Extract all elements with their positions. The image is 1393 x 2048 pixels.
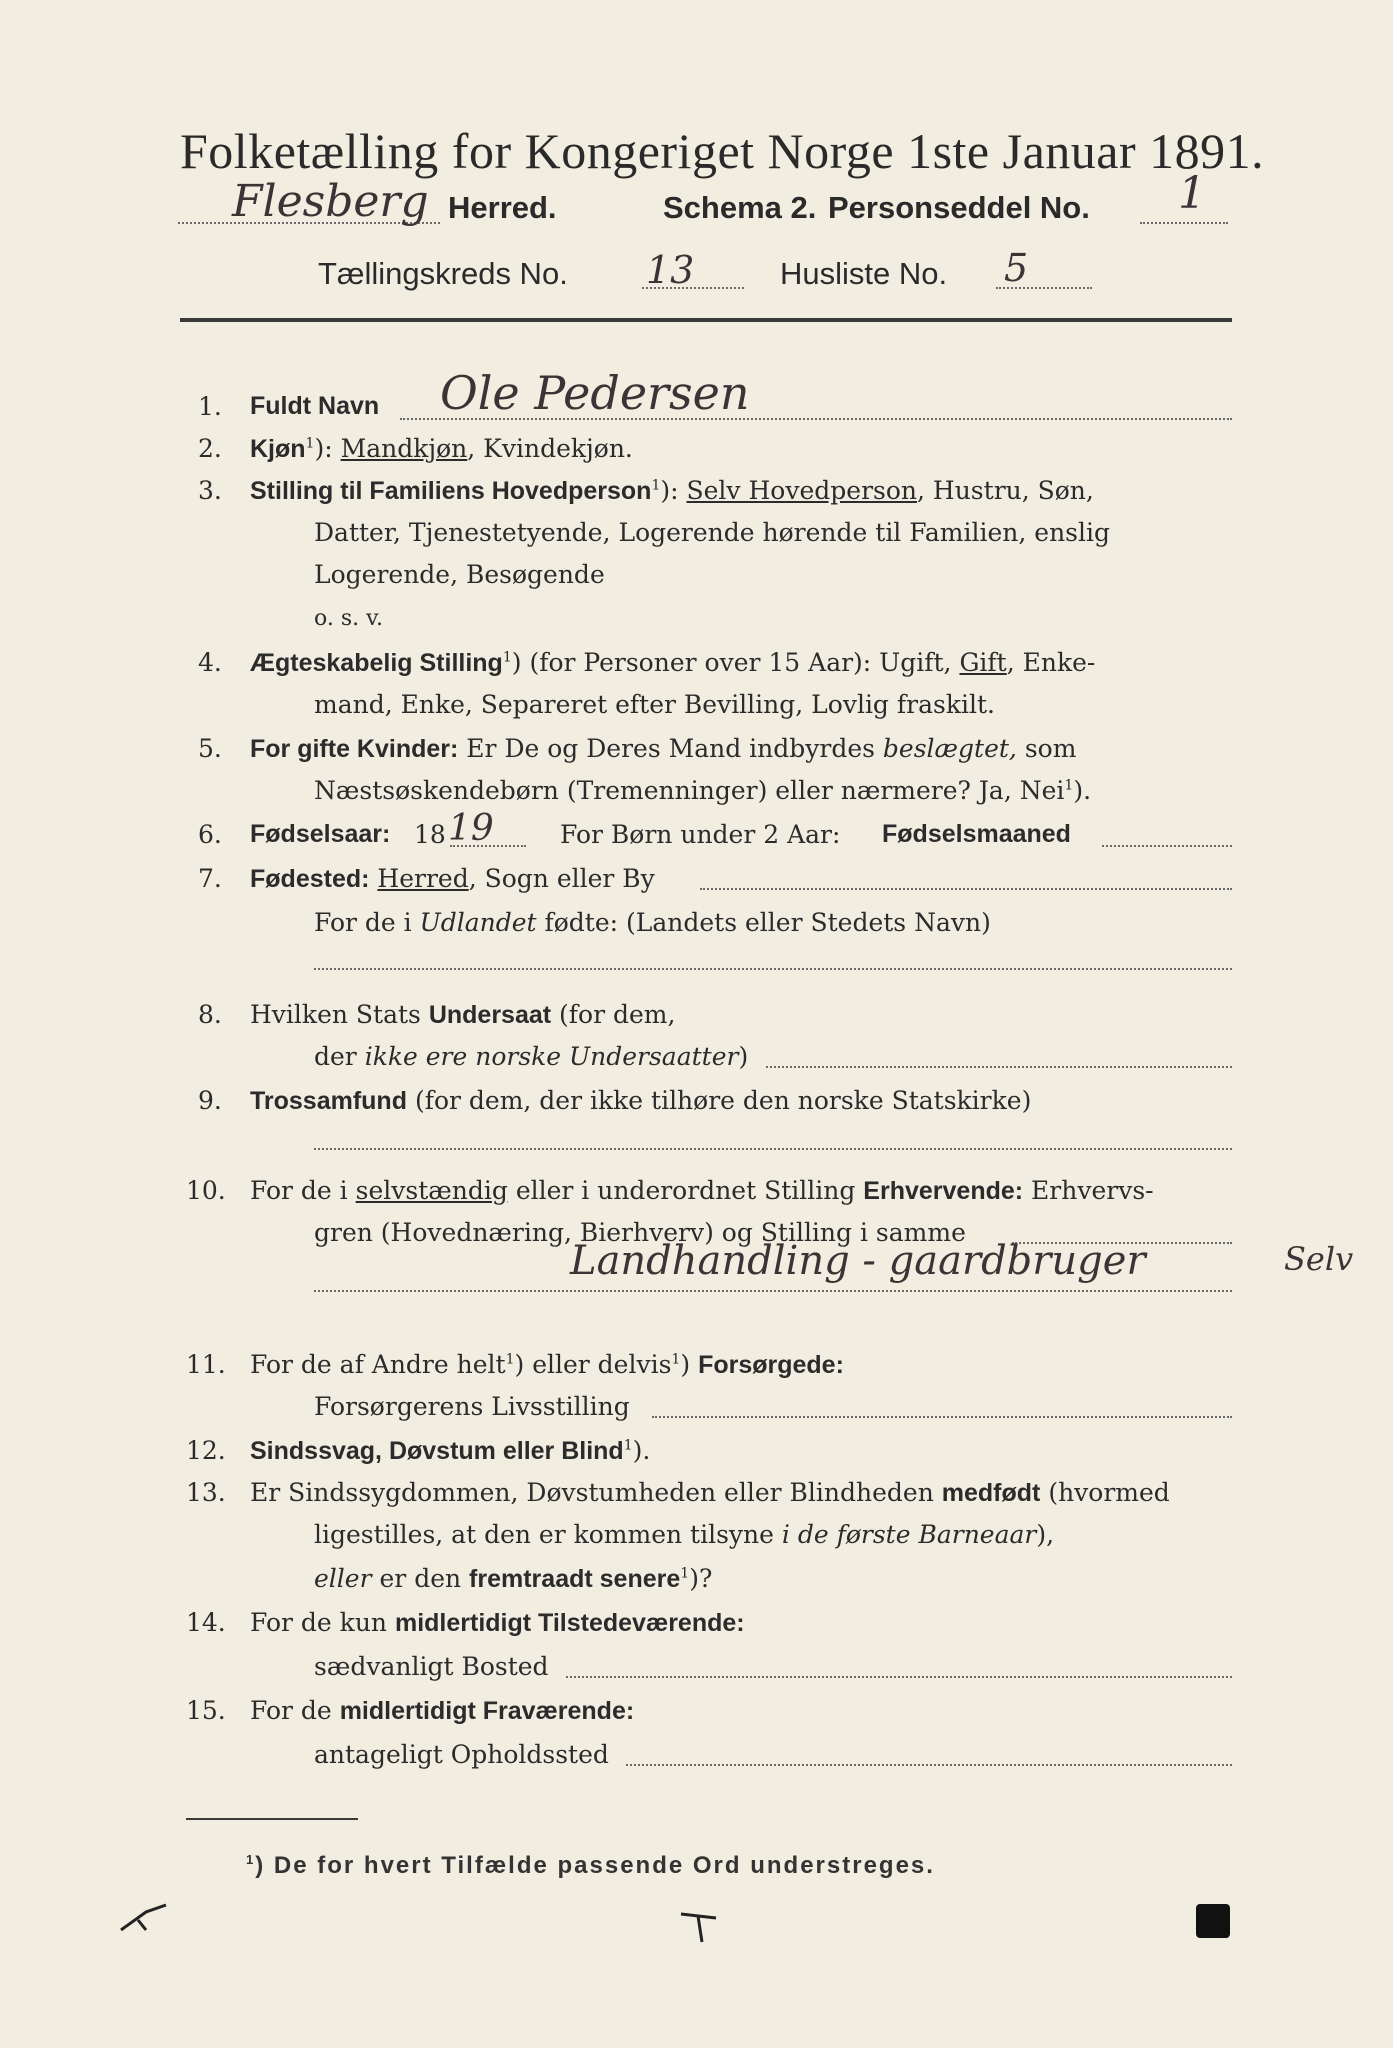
q13-line2-italic: i de første Barneaar [781,1520,1037,1549]
q11-line1 [250,1350,844,1380]
q10-value: Landhandling - gaardbruger [570,1238,1146,1284]
q2-p1: ): [314,434,333,463]
herred-label: Herred. [448,190,557,225]
q15-line2: antageligt Opholdssted [314,1740,609,1769]
q14-number: 14. [186,1608,226,1637]
ink-mark-center [676,1906,726,1946]
q2-text [250,434,633,464]
q9-number: 9. [198,1086,222,1115]
header-rule [180,318,1232,322]
q14-p1: For de kun [250,1608,388,1637]
q7-line2 [314,908,991,937]
ink-blot-right [1196,1904,1230,1938]
q15-dotted-line [626,1764,1232,1766]
q7-answer-dotted-line [314,968,1232,970]
q14-label: midlertidigt Tilstedeværende: [394,1609,745,1637]
q3-line1 [250,476,1094,506]
q8-line1-text: Hvilken Stats [250,1000,421,1029]
q12-sup: 1 [623,1437,633,1454]
q15-line1 [250,1696,634,1726]
q10-p3: Erhvervs- [1031,1176,1154,1205]
q3-p1: ): [660,476,679,505]
q7-label: Fødested: [250,865,370,893]
q13-number: 13. [186,1478,226,1507]
q5-line2 [314,776,1091,805]
q3-label: Stilling til Familiens Hovedperson [250,477,652,505]
q14-dotted-line [566,1676,1232,1678]
q7-dotted-line [700,888,1232,890]
q13-line3b: fremtraadt senere [469,1565,681,1593]
q3-line3: Logerende, Besøgende [314,560,605,589]
q11-p2: ) eller delvis [514,1350,672,1379]
q6-label2: Fødselsmaaned [882,820,1071,848]
q11-p1: For de af Andre helt [250,1350,506,1379]
q10-value2: Selv [1284,1240,1354,1278]
personseddel-value: 1 [1178,168,1206,219]
q6-number: 6. [198,820,222,849]
q15-number: 15. [186,1696,226,1725]
q8-line2-italic: ikke ere norske Undersaatter [364,1042,739,1071]
footnote-rule [186,1818,358,1820]
q5-end: ). [1073,776,1092,805]
q13-line2b: ), [1036,1520,1055,1549]
kreds-label: Tællingskreds No. [318,256,568,291]
q8-dotted-line [766,1066,1232,1068]
q10-line2: gren (Hovednæring, Bierhverv) og Stilling i samme [314,1218,966,1247]
q6-month-dotted-line [1102,845,1232,847]
q10-line1 [250,1176,1154,1206]
husliste-label: Husliste No. [780,256,948,291]
footnote-text: ) De for hvert Tilfælde passende Ord understreges. [255,1852,935,1879]
q5-sup: 1 [1064,777,1074,794]
q13-line2a: ligestilles, at den er kommen tilsyne [314,1520,774,1549]
q4-number: 4. [198,648,222,677]
q14-line1 [250,1608,745,1638]
q5-p1: Er De og Deres Mand indbyrdes [466,734,875,763]
q3-number: 3. [198,476,222,505]
q12-number: 12. [186,1436,226,1465]
q11-label: Forsørgede: [698,1351,844,1379]
q7-line2-italic: Udlandet [419,908,537,937]
ink-mark-left [116,1900,176,1940]
footnote-sup: 1 [246,1852,256,1867]
q7-line2a: For de i [314,908,412,937]
q5-label: For gifte Kvinder: [250,735,459,763]
q4-line2: mand, Enke, Separeret efter Bevilling, Lovlig fraskilt. [314,690,995,719]
q8-line2 [314,1042,748,1071]
q11-sup2: 1 [671,1351,681,1368]
husliste-dotted-line [996,287,1092,289]
q9-line1 [250,1086,1031,1116]
q7-line1 [250,864,655,894]
q3-line2: Datter, Tjenestetyende, Logerende hørende til Familien, enslig [314,518,1111,547]
q10-p1: For de i [250,1176,348,1205]
q2-sup: 1 [305,435,315,452]
q4-line1 [250,648,1095,678]
q1-label: Fuldt Navn [250,392,380,420]
q4-sup: 1 [502,649,512,666]
q2-p2: , Kvindekjøn. [467,434,633,463]
q13-p2: (hvormed [1048,1478,1170,1507]
q6-label: Fødselsaar: [250,820,391,848]
q6-prefix: 18 [414,820,446,849]
form-title: Folketælling for Kongeriget Norge 1ste Januar 1891. [180,123,1265,179]
q14-line2: sædvanligt Bosted [314,1652,549,1681]
q10-label: Erhvervende: [863,1177,1024,1205]
q10-answer-dotted-line [314,1290,1232,1292]
q8-line2b: ) [738,1042,749,1071]
footnote [246,1852,935,1880]
q13-label: medfødt [941,1479,1041,1507]
kreds-value: 13 [646,248,695,292]
q4-p1: ) (for Personer over 15 Aar): Ugift, [511,648,952,677]
q2-option-selected: Mandkjøn [340,434,468,463]
q5-p2: som [1024,734,1077,763]
q7-line2b: fødte: (Landets eller Stedets Navn) [544,908,991,937]
q12-label: Sindssvag, Døvstum eller Blind [250,1437,624,1465]
q10-number: 10. [186,1176,226,1205]
q13-line3a: er den [379,1564,462,1593]
q3-sup: 1 [651,477,661,494]
q4-option-selected: Gift [959,648,1007,677]
q8-line1 [250,1000,675,1030]
q1-number: 1. [198,392,222,421]
q11-dotted-line [652,1416,1232,1418]
q13-end: )? [689,1564,713,1593]
q13-sup: 1 [680,1565,690,1582]
q10-option-selected: selvstændig [355,1176,508,1205]
q13-p1: Er Sindssygdommen, Døvstumheden eller Blindheden [250,1478,934,1507]
q5-line2-text: Næstsøskendebørn (Tremenninger) eller nærmere? Ja, Nei [314,776,1065,805]
q13-line1 [250,1478,1170,1508]
q2-number: 2. [198,434,222,463]
q5-line1 [250,734,1076,764]
q1-value: Ole Pedersen [440,366,750,420]
q12-line1 [250,1436,650,1466]
q8-number: 8. [198,1000,222,1029]
q11-p3: ) [680,1350,691,1379]
kreds-dotted-line [642,287,744,289]
q9-p1: (for dem, der ikke tilhøre den norske Statskirke) [414,1086,1032,1115]
q4-label: Ægteskabelig Stilling [250,649,503,677]
q7-option-selected: Herred [377,864,469,893]
q13-line3 [314,1564,712,1594]
q3-line4: o. s. v. [314,606,383,631]
q15-p1: For de [250,1696,332,1725]
q3-option-selected: Selv Hovedperson [686,476,918,505]
q9-label: Trossamfund [250,1087,407,1115]
q8-p1: (for dem, [559,1000,676,1029]
q15-label: midlertidigt Fraværende: [339,1697,635,1725]
q6-value: 19 [448,808,494,849]
schema-label: Schema 2. [663,190,817,225]
q10-p2: eller i underordnet Stilling [515,1176,856,1205]
q8-label: Undersaat [428,1001,552,1029]
q9-answer-dotted-line [314,1148,1232,1150]
q13-line3-italic: eller [314,1564,372,1593]
q5-number: 5. [198,734,222,763]
q11-line2: Forsørgerens Livsstilling [314,1392,630,1421]
husliste-value: 5 [1004,246,1029,290]
q6-p1: For Børn under 2 Aar: [560,820,841,849]
q11-sup1: 1 [505,1351,515,1368]
q5-italic: beslægtet, [882,734,1017,763]
q13-line2 [314,1520,1054,1549]
q8-line2a: der [314,1042,357,1071]
q11-number: 11. [186,1350,226,1379]
q7-p1: , Sogn eller By [468,864,655,893]
q6-dotted-line [450,845,526,847]
personseddel-label: Personseddel No. [828,190,1090,225]
q2-label: Kjøn [250,435,306,463]
q12-end: ). [632,1436,651,1465]
herred-value: Flesberg [232,176,429,227]
q4-p2: , Enke- [1006,648,1096,677]
q3-p2: , Hustru, Søn, [917,476,1094,505]
personseddel-dotted-line [1140,222,1228,224]
q7-number: 7. [198,864,222,893]
